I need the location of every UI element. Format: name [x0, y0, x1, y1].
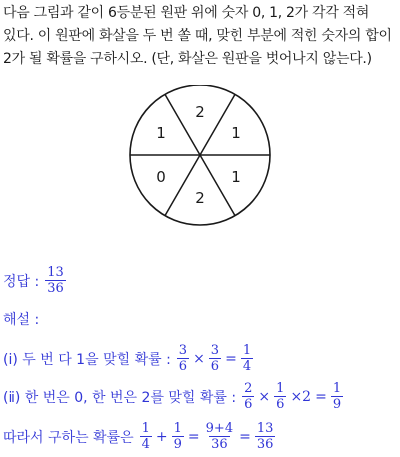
answer-denominator: 36	[47, 281, 64, 296]
conclusion-b-num: 1	[173, 421, 182, 436]
conclusion-c-den: 36	[211, 437, 228, 452]
case1-equals: =	[225, 350, 237, 367]
case2-r-num: 1	[332, 381, 342, 396]
sector-label-lower-left: 0	[156, 168, 166, 186]
conclusion-text: 따라서 구하는 확률은	[3, 429, 134, 446]
case1-fraction-a	[177, 343, 189, 374]
conclusion-plus: +	[155, 428, 168, 445]
answer-row	[3, 265, 68, 296]
case2-r-den: 9	[332, 397, 342, 412]
conclusion-a-den: 4	[141, 437, 150, 452]
conclusion-fraction-a	[140, 421, 152, 452]
conclusion-r-num: 13	[256, 421, 274, 436]
case2-a-num: 2	[244, 381, 253, 396]
case1-times: ×	[193, 350, 205, 367]
case1-text: (ⅰ) 두 번 다 1을 맞힐 확률 :	[3, 351, 171, 368]
case2-fraction-b	[274, 381, 286, 412]
case1-b-num: 3	[210, 343, 220, 358]
conclusion-equals-1: =	[187, 428, 200, 445]
explanation-label-row	[3, 309, 39, 329]
case1-b-den: 6	[210, 359, 220, 374]
case1-a-den: 6	[178, 359, 188, 374]
conclusion-r-den: 36	[256, 437, 274, 452]
case2-times-2: ×2	[290, 388, 312, 405]
conclusion-fraction-result	[255, 421, 276, 452]
conclusion-row	[3, 421, 277, 452]
case2-b-den: 6	[276, 397, 285, 412]
problem-line-3: 2가 될 확률을 구하시오. (단, 화살은 원판을 벗어나지 않는다.)	[3, 51, 372, 67]
conclusion-a-num: 1	[141, 421, 150, 436]
case1-r-num: 1	[242, 343, 252, 358]
conclusion-fraction-c	[204, 421, 235, 452]
case1-fraction-result	[241, 343, 253, 374]
sector-label-top: 2	[195, 103, 205, 121]
problem-line-2: 있다. 이 원판에 화살을 두 번 쏠 때, 맞힌 부분에 적힌 숫자의 합이	[3, 28, 392, 44]
case2-a-den: 6	[244, 397, 253, 412]
answer-label: 정답 :	[3, 273, 40, 290]
explanation-label: 해설 :	[3, 312, 40, 328]
case1-a-num: 3	[178, 343, 188, 358]
sector-label-lower-right: 1	[231, 168, 241, 186]
divided-wheel-figure	[125, 85, 275, 235]
case2-fraction-result	[331, 381, 343, 412]
case2-text: (ⅱ) 한 번은 0, 한 번은 2를 맞힐 확률 :	[3, 389, 237, 406]
case2-b-num: 1	[276, 381, 285, 396]
case2-fraction-a	[242, 381, 254, 412]
answer-fraction	[45, 265, 66, 296]
case1-r-den: 4	[242, 359, 252, 374]
case2-equals: =	[315, 388, 327, 405]
sector-label-upper-left: 1	[156, 124, 166, 142]
problem-line-1: 다음 그림과 같이 6등분된 원판 위에 숫자 0, 1, 2가 각각 적혀	[3, 5, 370, 21]
sector-label-upper-right: 1	[231, 124, 241, 142]
case1-row	[3, 343, 255, 374]
sector-label-bottom: 2	[195, 189, 205, 207]
case1-fraction-b	[209, 343, 221, 374]
case2-row	[3, 381, 345, 412]
conclusion-c-num: 9+4	[205, 421, 234, 436]
conclusion-equals-2: =	[239, 428, 251, 445]
problem-text	[3, 2, 397, 71]
answer-numerator: 13	[47, 265, 64, 280]
conclusion-b-den: 9	[173, 437, 182, 452]
conclusion-fraction-b	[172, 421, 184, 452]
case2-times-1: ×	[258, 388, 271, 405]
